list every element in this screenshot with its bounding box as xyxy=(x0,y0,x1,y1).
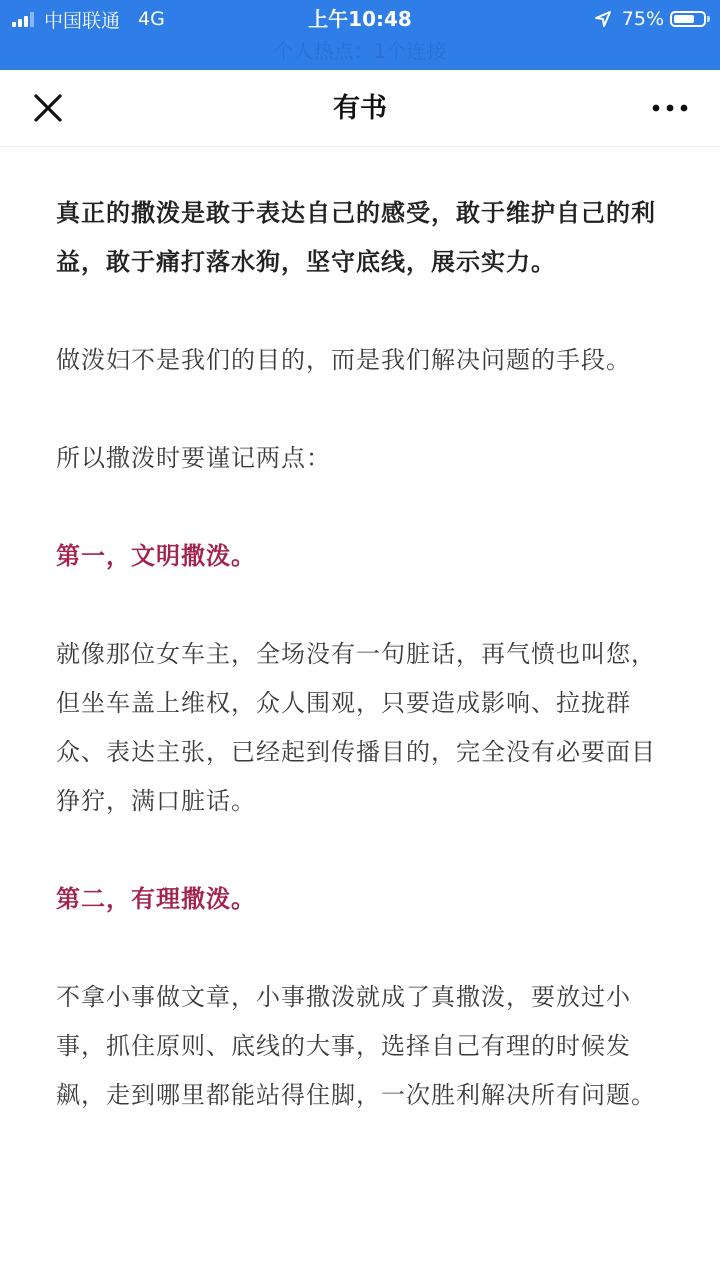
status-bar xyxy=(0,0,720,70)
network-type: 4G xyxy=(138,8,165,30)
status-time: 上午10:48 xyxy=(308,7,412,31)
article-paragraph-lead: 真正的撒泼是敢于表达自己的感受，敢于维护自己的利益，敢于痛打落水狗，坚守底线，展示实力。 xyxy=(56,199,656,276)
carrier-name: 中国联通 xyxy=(44,9,121,32)
article-paragraph: 就像那位女车主，全场没有一句脏话，再气愤也叫您，但坐车盖上维权，众人围观，只要造成影响、拉拢群众、表达主张，已经起到传播目的，完全没有必要面目狰狞，满口脏话。 xyxy=(56,640,656,815)
page-title: 有书 xyxy=(333,93,387,124)
nav-bar xyxy=(0,70,720,147)
status-row xyxy=(0,0,720,38)
battery-percent: 75% xyxy=(621,8,664,30)
article-paragraph: 不拿小事做文章，小事撒泼就成了真撒泼，要放过小事，抓住原则、底线的大事，选择自己有理的时候发飙，走到哪里都能站得住脚，一次胜利解决所有问题。 xyxy=(56,983,656,1109)
article-paragraph: 做泼妇不是我们的目的，而是我们解决问题的手段。 xyxy=(56,346,631,374)
battery-fill xyxy=(674,15,694,23)
location-arrow-icon xyxy=(594,10,612,28)
battery-tip xyxy=(707,16,710,22)
section-heading-1: 第一，文明撒泼。 xyxy=(56,542,256,570)
hotspot-banner[interactable]: 个人热点：1个连接 xyxy=(273,39,447,63)
article-paragraph: 所以撒泼时要谨记两点： xyxy=(56,444,331,472)
section-heading-2: 第二，有理撒泼。 xyxy=(56,885,256,913)
more-icon[interactable] xyxy=(650,94,690,122)
status-right xyxy=(594,6,706,32)
battery-icon xyxy=(670,11,706,27)
article-body xyxy=(56,146,668,1120)
